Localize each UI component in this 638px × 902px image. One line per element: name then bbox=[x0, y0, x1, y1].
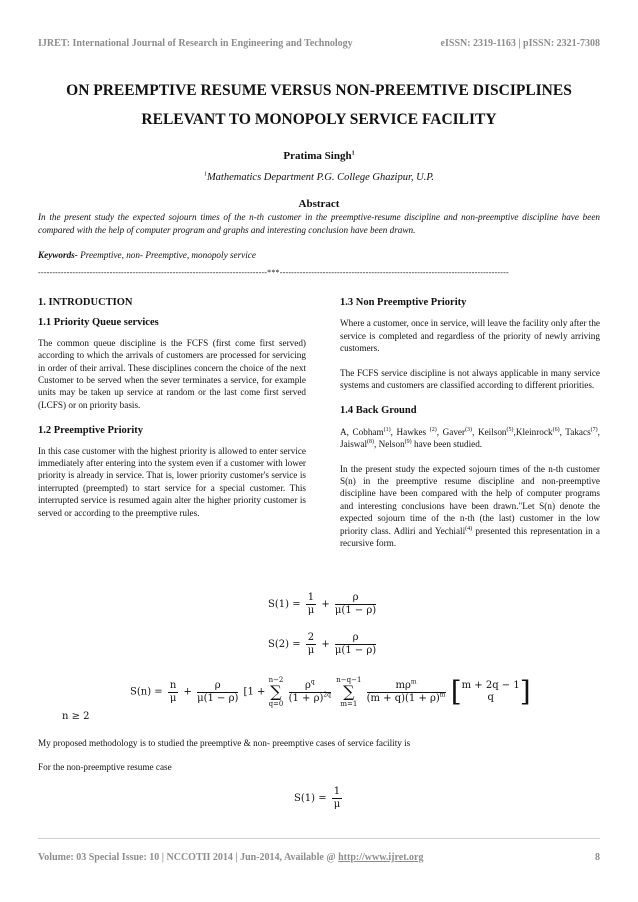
author-name: Pratima Singh bbox=[283, 150, 352, 162]
equation-s1-nonpreemptive: S(1) = $\frac{1}{\mu}$ bbox=[294, 786, 341, 810]
section-1-1-heading: 1.1 Priority Queue services bbox=[38, 317, 159, 329]
running-header bbox=[38, 38, 600, 49]
section-1-3-heading: 1.3 Non Preemptive Priority bbox=[340, 297, 467, 308]
author-sup: 1 bbox=[351, 150, 355, 157]
methodology-line: My proposed methodology is to studied the preemptive & non- preemptive cases of service facility is bbox=[38, 738, 411, 748]
affiliation bbox=[20, 172, 618, 183]
footer bbox=[38, 852, 600, 863]
right-column bbox=[340, 297, 600, 550]
section-1-heading: 1. INTRODUCTION bbox=[38, 297, 133, 308]
abstract-heading: Abstract bbox=[298, 198, 340, 210]
paper-title-2 bbox=[20, 109, 618, 131]
paper-title bbox=[20, 80, 618, 102]
title-line-1: ON PREEMPTIVE RESUME VERSUS NON-PREEMTIVE DISCIPLINES bbox=[66, 82, 572, 99]
background-citations: A, Cobham$^{(1)}$, Hawkes $^{(2)}$, Gaver$^{(3)}$, Keilson$^{(5)}$,Kleinrock$^{(6)}$, Takacs$^{(7)}$, Jaiswal$^{(8)}$, Nelson$^{(9)}$ have been studied. bbox=[340, 426, 600, 450]
equation-s1: S(1) = $\frac{1}{\mu}$ + $\frac{\rho}{\mu(1 - \rho)}$ bbox=[268, 592, 377, 616]
title-line-2: RELEVANT TO MONOPOLY SERVICE FACILITY bbox=[141, 111, 497, 128]
section-1-4-heading: 1.4 Back Ground bbox=[340, 405, 417, 417]
affil-text: Mathematics Department P.G. College Ghazipur, U.P. bbox=[206, 172, 435, 183]
keywords-label: Keywords- bbox=[38, 250, 78, 260]
section-1-2-text: In this case customer with the highest priority is allowed to enter service immediately after entering into the system even if a customer with lower priority is already in service. That is, lower priority customer's service is interrupted (preempted) to start service for a special customer. This interrupted service is resumed again alter the higher priority customer is served or according to the preemptive rules. bbox=[38, 445, 306, 518]
equation-condition: n ≥ 2 bbox=[62, 711, 90, 722]
equation-sn: S(n) = $\frac{n}{\mu}$ + $\frac{\rho}{\mu(1 - \rho)}$ [1 + n−2 ∑ q=0 $\frac{\rho^q}{(1 + \rho)^{2q}}$ n−q−1 ∑ m=1 $\frac{m\rho^m}{(m + q)(1 + \rho)^m}$ [ m + 2q − 1 q ] bbox=[130, 675, 531, 708]
author bbox=[20, 150, 618, 162]
background-para-2: In the present study the expected sojourn times of the n-th customer S(n) in the preemptive resume discipline and non-preemptive discipline have been compared with the help of computer programs and interesting conclusions have been drawn."Let S(n) denote the expected sojourn time of the n-th (the last) customer in the low priority class. Adliri and Yechiali$^{(4)}$ presented this representation in a recursive form. bbox=[340, 463, 600, 549]
page-number: 8 bbox=[595, 852, 600, 863]
issn: eISSN: 2319-1163 | pISSN: 2321-7308 bbox=[440, 38, 600, 49]
journal-name: IJRET: International Journal of Research in Engineering and Technology bbox=[38, 38, 353, 49]
section-1-3-para-1: Where a customer, once in service, will leave the facility only after the service is completed and regardless of the priority of newly arriving customers. bbox=[340, 318, 600, 354]
abstract-text: In the present study the expected sojourn times of the n-th customer in the preemptive-resume discipline and non-preemptive discipline have been compared with the help of computer program and graphs and interesting conclusion have been drawn. bbox=[38, 212, 600, 235]
footer-text: Volume: 03 Special Issue: 10 | NCCOTII 2014 | Jun-2014, Available @ bbox=[38, 852, 339, 863]
affil-sup: 1 bbox=[203, 171, 207, 178]
keywords-text: Preemptive, non- Preemptive, monopoly service bbox=[77, 250, 256, 260]
section-1-3-para-2: The FCFS service discipline is not always applicable in many service systems and customers are classified according to different priorities. bbox=[340, 367, 600, 391]
section-1-1-text: The common queue discipline is the FCFS (first come first served) according to which the arrivals of customers are processed for servicing in order of their arrival. These disciplines concern the choice of the next Customer to be served when the sever terminates a service, for example units may be taken up service at random or the last come first served (LCFS) or on priority basis. bbox=[38, 337, 306, 410]
footer-rule bbox=[38, 838, 600, 839]
footer-link[interactable]: http://www.ijret.org bbox=[338, 852, 424, 863]
separator: --------------------------------------------------------------------------------***-------------------------------------------------------------------------------- bbox=[38, 268, 509, 277]
left-column bbox=[38, 297, 306, 519]
equation-s2: S(2) = $\frac{2}{\mu}$ + $\frac{\rho}{\mu(1 - \rho)}$ bbox=[268, 632, 377, 656]
keywords bbox=[38, 250, 600, 260]
nonpreemptive-line: For the non-preemptive resume case bbox=[38, 762, 172, 772]
section-1-2-heading: 1.2 Preemptive Priority bbox=[38, 425, 144, 437]
